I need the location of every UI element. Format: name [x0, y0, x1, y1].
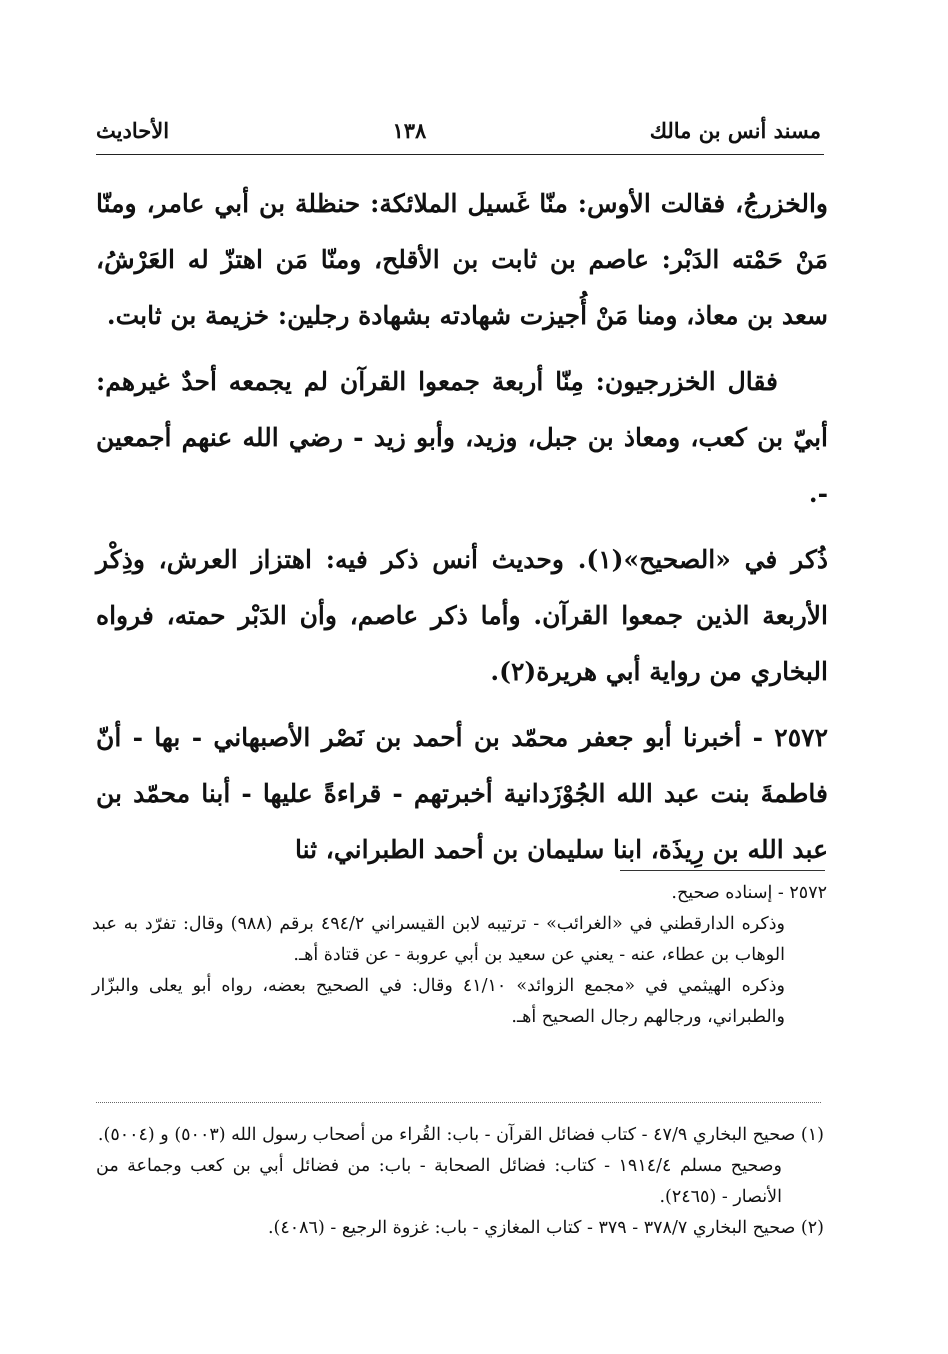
footnote-1: (١) صحيح البخاري ٤٧/٩ - كتاب فضائل القرآن - باب: القُراء من أصحاب رسول الله (٥٠٠٣) و (٥٠٠٤).: [97, 1125, 824, 1145]
page-number: ١٣٨: [392, 117, 427, 143]
footnotes: [96, 1120, 824, 1244]
section-title: الأحاديث: [96, 117, 170, 143]
takhrij-line-2: وذكره الدارقطني في «الغرائب» - ترتيبه لابن القيسراني ٤٩٤/٢ برقم (٩٨٨) وقال: تفرّد به عبد الوهاب بن عطاء، عنه - يعني عن سعيد بن أبي عروبة - عن قتادة أهـ.: [92, 914, 785, 965]
footnote-1-continued: وصحيح مسلم ١٩١٤/٤ - كتاب: فضائل الصحابة - باب: من فضائل أبي بن كعب وجماعة من الأنصار - (٢٤٦٥).: [96, 1156, 782, 1207]
text-rule: [620, 870, 825, 871]
main-text: [96, 176, 828, 878]
takhrij-notes: [92, 878, 827, 1033]
paragraph-3: ذُكر في «الصحيح»(١). وحديث أنس ذكر فيه: اهتزاز العرش، وذِكْر الأربعة الذين جمعوا القرآن. وأما ذكر عاصم، وأن الدَبْر حمته، فرواه البخاري من رواية أبي هريرة(٢).: [96, 545, 828, 686]
footnote-2: (٢) صحيح البخاري ٣٧٨/٧ - ٣٧٩ - كتاب المغازي - باب: غزوة الرجيع - (٤٠٨٦).: [267, 1218, 824, 1238]
hadith-paragraph: [96, 710, 828, 878]
takhrij-line-3: وذكره الهيثمي في «مجمع الزوائد» ٤١/١٠ وقال: في الصحيح بعضه، رواه أبو يعلى والبزّار والطبراني، ورجالهم رجال الصحيح أهـ.: [92, 976, 785, 1027]
hadith-text: - أخبرنا أبو جعفر محمّد بن أحمد بن نَصْر الأصبهاني - بها - أنّ فاطمةَ بنت عبد الله الجُوْزَدانية أخبرتهم - قراءةً عليها - أبنا محمّد بن عبد الله بن رِيذَة، ابنا سليمان بن أحمد الطبراني، ثنا: [96, 723, 828, 864]
footnote-separator: [96, 1102, 821, 1103]
takhrij-line-1: ٢٥٧٢ - إسناده صحيح.: [671, 883, 827, 903]
paragraph-1: والخزرجُ، فقالت الأوس: منّا غَسيل الملائكة: حنظلة بن أبي عامر، ومنّا مَنْ حَمْته الدَبْر: عاصم بن ثابت بن الأقلح، ومنّا مَن اهتزّ له العَرْشُ، سعد بن معاذ، ومنا مَنْ أُجيزت شهادته بشهادة رجلين: خزيمة بن ثابت.: [96, 189, 828, 330]
running-header: [96, 110, 821, 150]
hadith-number: ٢٥٧٢: [774, 723, 828, 752]
paragraph-2: فقال الخزرجيون: مِنّا أربعة جمعوا القرآن لم يجمعه أحدٌ غيرهم: أبيّ بن كعب، ومعاذ بن جبل، وزيد، وأبو زيد - رضي الله عنهم أجمعين -.: [96, 367, 828, 508]
book-title: مسند أنس بن مالك: [649, 117, 821, 143]
header-rule: [96, 154, 824, 155]
